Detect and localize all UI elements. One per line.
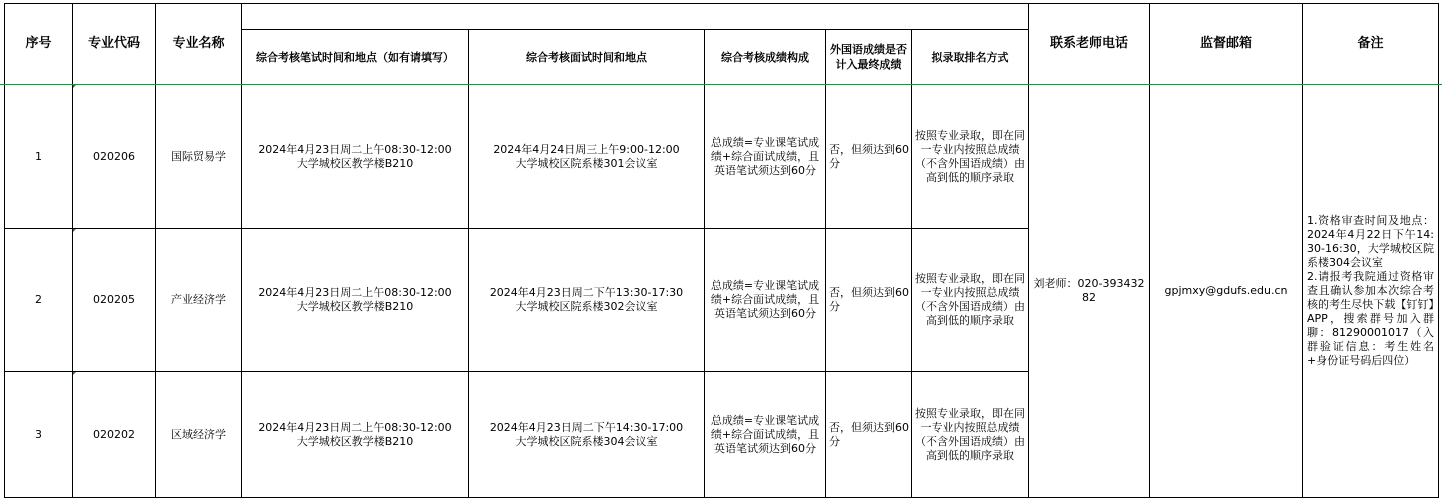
- cell-score-composition: 总成绩=专业课笔试成绩+综合面试成绩，且英语笔试须达到60分: [705, 372, 826, 498]
- header-blank-cell: [242, 4, 1029, 30]
- cell-major-code: [73, 229, 156, 372]
- cell-major-code: [73, 372, 156, 498]
- header-ranking-method: 拟录取排名方式: [912, 30, 1029, 85]
- cell-major-code-text: 020202: [93, 427, 135, 441]
- table-row: [5, 85, 1439, 229]
- header-email: 监督邮箱: [1150, 4, 1303, 85]
- cell-ranking-method: 按照专业录取，即在同一专业内按照总成绩（不含外国语成绩）由高到低的顺序录取: [912, 85, 1029, 229]
- cell-corner-marker: [73, 372, 78, 377]
- cell-ranking-method: 按照专业录取，即在同一专业内按照总成绩（不含外国语成绩）由高到低的顺序录取: [912, 229, 1029, 372]
- cell-remark: 1.资格审查时间及地点：2024年4月22日下午14:30-16:30，大学城校区院系楼304会议室 2.请报考我院通过资格审查且确认参加本次综合考核的考生尽快下载【钉钉】APP，搜索群号加入群聊：81290001017（入群验证信息：考生姓名+身份证号码后四位）: [1303, 85, 1439, 498]
- freeze-pane-line: [0, 84, 1442, 85]
- cell-score-composition: 总成绩=专业课笔试成绩+综合面试成绩，且英语笔试须达到60分: [705, 229, 826, 372]
- cell-foreign-language: 否，但须达到60分: [826, 229, 912, 372]
- header-remark: 备注: [1303, 4, 1439, 85]
- cell-major-name: 产业经济学: [156, 229, 242, 372]
- cell-supervision-email: gpjmxy@gdufs.edu.cn: [1150, 85, 1303, 498]
- header-foreign-language: 外国语成绩是否计入最终成绩: [826, 30, 912, 85]
- cell-contact-phone: 刘老师：020-39343282: [1029, 85, 1150, 498]
- header-seq: 序号: [5, 4, 73, 85]
- cell-ranking-method: 按照专业录取，即在同一专业内按照总成绩（不含外国语成绩）由高到低的顺序录取: [912, 372, 1029, 498]
- cell-major-name: 区域经济学: [156, 372, 242, 498]
- header-major-code: 专业代码: [73, 4, 156, 85]
- cell-written-exam: 2024年4月23日周二上午08:30-12:00 大学城校区教学楼B210: [242, 372, 469, 498]
- cell-foreign-language: 否，但须达到60分: [826, 85, 912, 229]
- header-score-composition: 综合考核成绩构成: [705, 30, 826, 85]
- header-phone: 联系老师电话: [1029, 4, 1150, 85]
- cell-corner-marker: [73, 85, 78, 90]
- admission-table: [4, 3, 1439, 498]
- cell-seq: 1: [5, 85, 73, 229]
- cell-major-code-text: 020206: [93, 149, 135, 163]
- cell-interview: 2024年4月23日周二下午14:30-17:00 大学城校区院系楼304会议室: [469, 372, 705, 498]
- cell-seq: 3: [5, 372, 73, 498]
- cell-major-code-text: 020205: [93, 293, 135, 306]
- cell-interview: 2024年4月24日周三上午9:00-12:00 大学城校区院系楼301会议室: [469, 85, 705, 229]
- header-written-exam: 综合考核笔试时间和地点（如有请填写）: [242, 30, 469, 85]
- header-major-name: 专业名称: [156, 4, 242, 85]
- cell-major-code: [73, 85, 156, 229]
- cell-interview: 2024年4月23日周二下午13:30-17:30 大学城校区院系楼302会议室: [469, 229, 705, 372]
- cell-score-composition: 总成绩=专业课笔试成绩+综合面试成绩，且英语笔试须达到60分: [705, 85, 826, 229]
- cell-written-exam: 2024年4月23日周二上午08:30-12:00 大学城校区教学楼B210: [242, 85, 469, 229]
- cell-foreign-language: 否，但须达到60分: [826, 372, 912, 498]
- cell-seq: 2: [5, 229, 73, 372]
- cell-major-name: 国际贸易学: [156, 85, 242, 229]
- cell-corner-marker: [73, 229, 78, 234]
- header-interview: 综合考核面试时间和地点: [469, 30, 705, 85]
- cell-written-exam: 2024年4月23日周二上午08:30-12:00 大学城校区教学楼B210: [242, 229, 469, 372]
